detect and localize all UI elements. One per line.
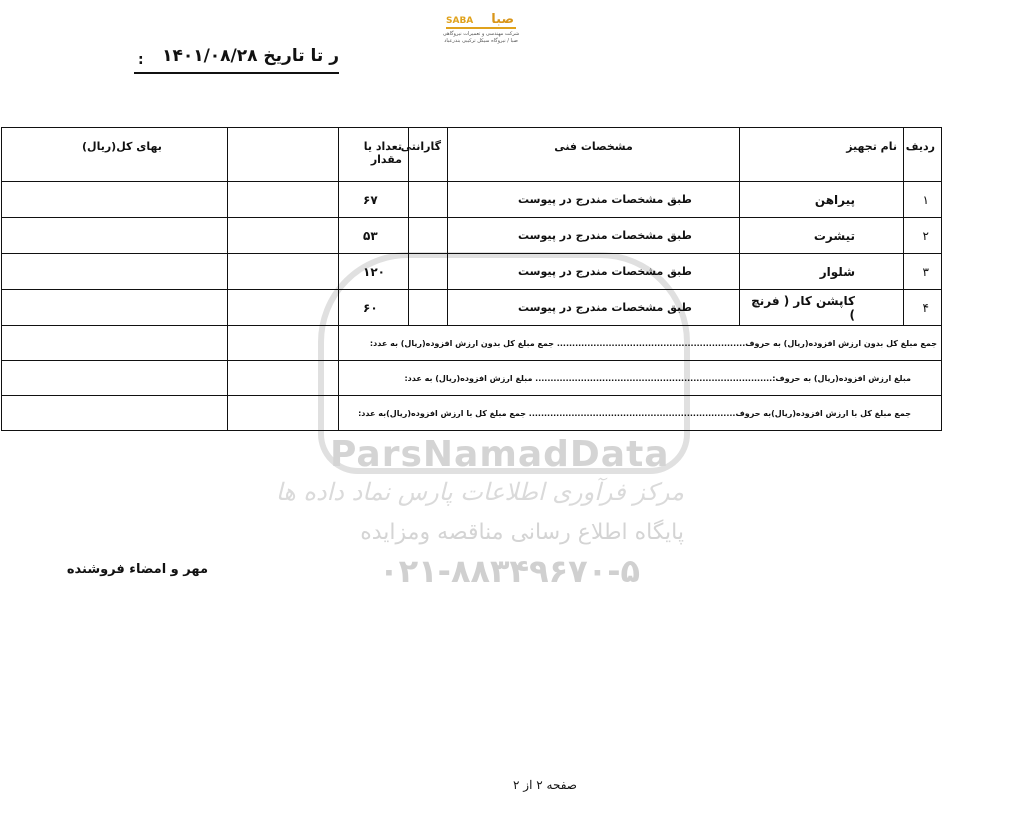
- item-unit-price: [228, 290, 339, 326]
- row-no: ۴: [904, 290, 942, 326]
- summary-spacer: [228, 396, 339, 431]
- table-row: [2, 182, 942, 218]
- table-header-row: [2, 128, 942, 182]
- item-warranty: [409, 254, 448, 290]
- summary-line: جمع مبلغ کل بدون ارزش افزوده(ریال) به حروف.............................................................. جمع مبلغ کل بدون ارزش افزوده(ریال) به عدد:: [339, 326, 942, 361]
- watermark-en: ParsNamadData: [330, 434, 670, 475]
- summary-spacer: [228, 326, 339, 361]
- summary-row-total-with-vat: [2, 396, 942, 431]
- watermark-fa-line1: مرکز فرآوری اطلاعات پارس نماد داده ها: [275, 478, 684, 506]
- item-total: [2, 182, 228, 218]
- logo-bar: [446, 27, 516, 29]
- item-total: [2, 254, 228, 290]
- item-warranty: [409, 290, 448, 326]
- seller-signature-label: مهر و امضاء فروشنده: [66, 562, 208, 577]
- col-qty: تعداد یا مقدار: [339, 128, 409, 182]
- summary-value: [2, 361, 228, 396]
- table-row: [2, 254, 942, 290]
- summary-row-total-without-vat: [2, 326, 942, 361]
- item-spec: طبق مشخصات مندرج در پیوست: [448, 290, 740, 326]
- col-row: ردیف: [904, 128, 942, 182]
- company-logo: [440, 10, 522, 48]
- item-warranty: [409, 218, 448, 254]
- item-name: پیراهن: [740, 182, 904, 218]
- row-no: ۱: [904, 182, 942, 218]
- logo-subtitle: شرکت مهندسی و تعمیرات نیروگاهی صبا / نیروگاه سیکل ترکیبی بندرعباد: [442, 31, 520, 44]
- logo-latin: SABA: [446, 16, 474, 26]
- summary-value: [2, 326, 228, 361]
- item-spec: طبق مشخصات مندرج در پیوست: [448, 182, 740, 218]
- col-total: بهای کل(ریال): [2, 128, 228, 182]
- item-name: شلوار: [740, 254, 904, 290]
- watermark-phone: ۰۲۱-۸۸۳۴۹۶۷۰-۵: [379, 552, 640, 590]
- items-table: [1, 127, 942, 431]
- item-total: [2, 290, 228, 326]
- col-warranty: گارانتی: [409, 128, 448, 182]
- col-name: نام تجهیز: [740, 128, 904, 182]
- table-row: [2, 290, 942, 326]
- item-qty: ۶۷: [339, 182, 409, 218]
- item-qty: ۵۳: [339, 218, 409, 254]
- item-spec: طبق مشخصات مندرج در پیوست: [448, 254, 740, 290]
- date-label: ر تا تاریخ ۱۴۰۱/۰۸/۲۸: [162, 46, 339, 66]
- row-no: ۲: [904, 218, 942, 254]
- item-spec: طبق مشخصات مندرج در پیوست: [448, 218, 740, 254]
- item-unit-price: [228, 218, 339, 254]
- item-name: کاپشن کار ( فرنچ ): [740, 290, 904, 326]
- table-row: [2, 218, 942, 254]
- col-unit-price: [228, 128, 339, 182]
- summary-spacer: [228, 361, 339, 396]
- summary-value: [2, 396, 228, 431]
- item-total: [2, 218, 228, 254]
- item-qty: ۱۲۰: [339, 254, 409, 290]
- col-spec: مشخصات فنی: [448, 128, 740, 182]
- page-number: صفحه ۲ از ۲: [513, 778, 577, 792]
- watermark-fa-line2: پایگاه اطلاع رسانی مناقصه ومزایده: [360, 520, 684, 545]
- summary-line: مبلغ ارزش افزوده(ریال) به حروف:.............................................................................. مبلغ ارزش افزوده(ریال) به عدد:: [339, 361, 942, 396]
- item-unit-price: [228, 182, 339, 218]
- summary-line: جمع مبلغ کل با ارزش افزوده(ریال)به حروف.................................................................... جمع مبلغ کل با ارزش افزوده(ریال)به عدد:: [339, 396, 942, 431]
- item-qty: ۶۰: [339, 290, 409, 326]
- summary-row-vat: [2, 361, 942, 396]
- date-suffix: :: [138, 52, 144, 68]
- item-name: تیشرت: [740, 218, 904, 254]
- date-heading: [134, 46, 339, 74]
- row-no: ۳: [904, 254, 942, 290]
- item-warranty: [409, 182, 448, 218]
- item-unit-price: [228, 254, 339, 290]
- logo-persian: صبا: [491, 12, 514, 27]
